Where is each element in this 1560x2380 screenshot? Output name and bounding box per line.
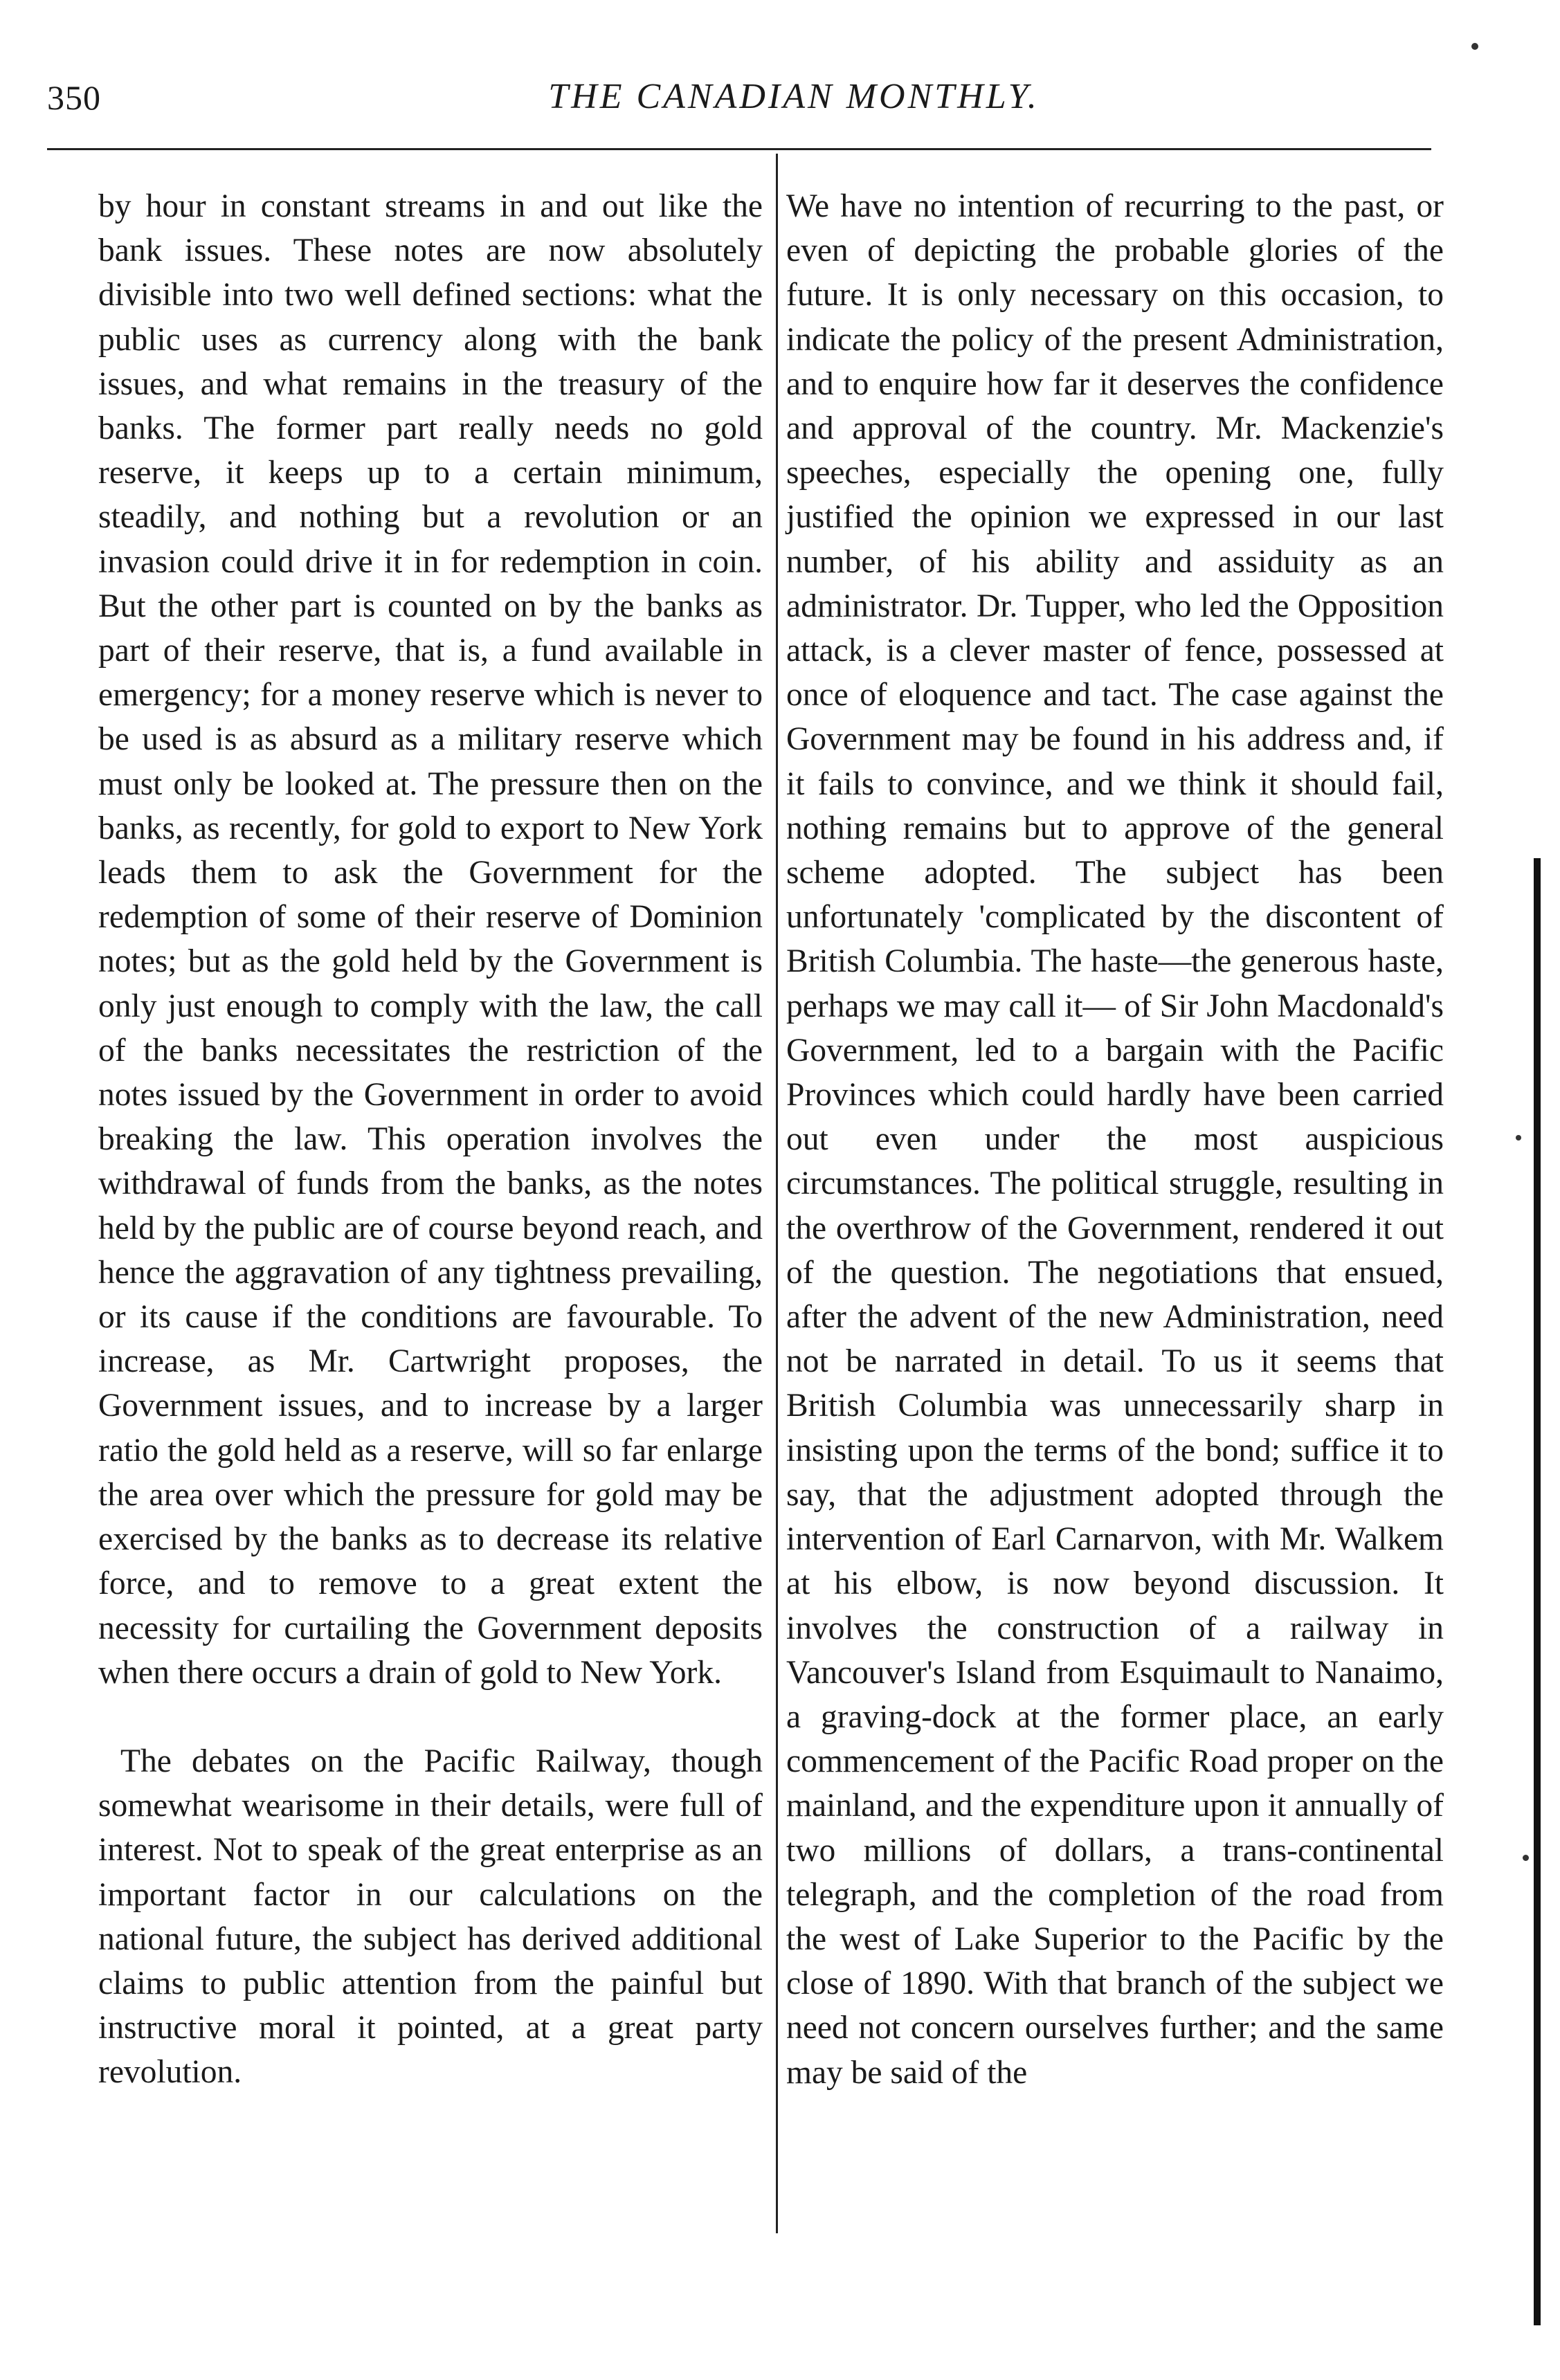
scan-speck [1471, 43, 1478, 50]
left-column [98, 184, 763, 2095]
scan-speck [1523, 1855, 1529, 1861]
column-divider [776, 154, 778, 2233]
running-title: THE CANADIAN MONTHLY. [548, 77, 1040, 116]
scan-speck [1516, 1135, 1521, 1141]
left-paragraph-1: by hour in constant streams in and out like the bank issues. These notes are now absolutely divisible into two well defined sections: what the public uses as currency along with the bank issues, and what remains in the treasury of the banks. The former part really needs no gold reserve, it keeps up to a certain minimum, steadily, and nothing but a revolution or an invasion could drive it in for redemption in coin. But the other part is counted on by the banks as part of their reserve, that is, a fund available in emergency; for a money reserve which is never to be used is as absurd as a military reserve which must only be looked at. The pressure then on the banks, as recently, for gold to export to New York leads them to ask the Government for the redemption of some of their reserve of Dominion notes; but as the gold held by the Government is only just enough to comply with the law, the call of the banks necessitates the restriction of the notes issued by the Government in order to avoid breaking the law. This operation involves the withdrawal of funds from the banks, as the notes held by the public are of course beyond reach, and hence the aggravation of any tightness prevailing, or its cause if the conditions are favourable. To increase, as Mr. Cartwright proposes, the Government issues, and to increase by a larger ratio the gold held as a reserve, will so far enlarge the area over which the pressure for gold may be exercised by the banks as to decrease its relative force, and to remove to a great extent the necessity for curtailing the Government deposits when there occurs a drain of gold to New York. [98, 188, 763, 1691]
right-paragraph-1: We have no intention of recurring to the past, or even of depicting the probable glories of the future. It is only necessary on this occasion, to indicate the policy of the present Administration, and to enquire how far it deserves the confidence and approval of the country. Mr. Mackenzie's speeches, especially the opening one, fully justified the opinion we expressed in our last number, of his ability and assiduity as an administrator. Dr. Tupper, who led the Opposition attack, is a clever master of fence, possessed at once of eloquence and tact. The case against the Government may be found in his address and, if it fails to convince, and we think it should fail, nothing remains but to approve of the general scheme adopted. The subject has been unfortunately 'complicated by the discontent of British Columbia. The haste—the generous haste, perhaps we may call it— of Sir John Macdonald's Government, led to a bargain with the Pacific Provinces which could hardly have been carried out even under the most auspicious circumstances. The political struggle, resulting in the overthrow of the Government, rendered it out of the question. The negotiations that ensued, after the advent of the new Administration, need not be narrated in detail. To us it seems that British Columbia was unnecessarily sharp in insisting upon the terms of the bond; suffice it to say, that the adjustment adopted through the intervention of Earl Carnarvon, with Mr. Walkem at his elbow, is now beyond discussion. It involves the construction of a railway in Vancouver's Island from Esquimault to Nanaimo, a graving-dock at the former place, an early commencement of the Pacific Road proper on the mainland, and the expenditure upon it annually of two millions of dollars, a trans-continental telegraph, and the completion of the road from the west of Lake Superior to the Pacific by the close of 1890. With that branch of the subject we need not concern ourselves further; and the same may be said of the [786, 188, 1444, 2091]
header-rule [47, 148, 1431, 150]
scan-edge-mark [1534, 858, 1541, 2325]
left-paragraph-2: The debates on the Pacific Railway, though somewhat wearisome in their details, were full of interest. Not to speak of the great enterprise as an important factor in our calculations on the national future, the subject has derived additional claims to public attention from the painful but instructive moral it pointed, at a great party revolution. [98, 1743, 763, 2091]
right-column [786, 184, 1444, 2095]
page-number: 350 [47, 78, 101, 117]
